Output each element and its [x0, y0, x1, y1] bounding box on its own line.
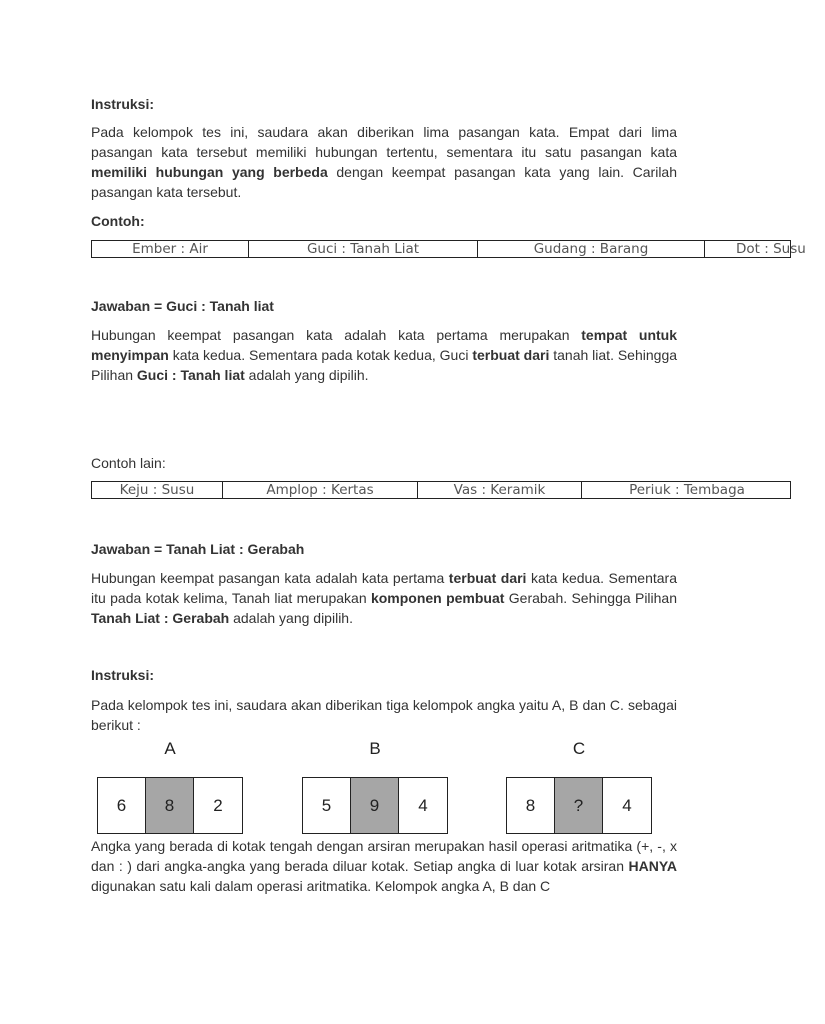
number-box: 2	[213, 795, 223, 815]
word-pair-cell: Guci : Tanah Liat	[249, 241, 478, 257]
other-example-word-table	[91, 481, 791, 499]
number-box: 5	[303, 778, 351, 833]
answer-heading: Jawaban = Guci : Tanah liat	[91, 298, 274, 314]
number-box: 8	[507, 778, 555, 833]
answer-heading-2: Jawaban = Tanah Liat : Gerabah	[91, 541, 305, 557]
example-heading: Contoh:	[91, 213, 145, 229]
number-box: 4	[622, 795, 632, 815]
answer-explanation-2	[91, 568, 677, 628]
other-example-label: Contoh lain:	[91, 455, 166, 471]
text-run: dengan keempat pasangan kata yang lain. Carilah pasangan kata tersebut.	[91, 164, 678, 200]
group-label-b: B	[369, 739, 381, 758]
instruction-heading-2: Instruksi:	[91, 667, 155, 683]
instruction-paragraph	[91, 122, 677, 202]
number-group-c	[506, 777, 652, 834]
word-pair-cell: Periuk : Tembaga	[629, 482, 745, 498]
bold-text: terbuat dari	[448, 570, 527, 586]
text-run: Hubungan keempat pasangan kata adalah kata pertama	[91, 570, 449, 586]
word-pair-cell: Vas : Keramik	[418, 482, 582, 498]
group-label-c: C	[572, 739, 586, 758]
word-pair-cell: Dot : Susu	[736, 241, 806, 257]
text-run: Angka yang berada di kotak tengah dengan arsiran merupakan hasil operasi aritmatika (+, -, x dan : ) dari angka-angka yang berada diluar kotak. Setiap angka di luar kotak arsiran	[91, 838, 677, 874]
number-instruction-paragraph: Pada kelompok tes ini, saudara akan diberikan tiga kelompok angka yaitu A, B dan C. sebagai berikut :	[91, 697, 677, 733]
bold-text: terbuat dari	[472, 347, 550, 363]
text-run: adalah yang dipilih.	[229, 610, 353, 626]
word-pair-cell: Keju : Susu	[92, 482, 223, 498]
number-group-b	[302, 777, 448, 834]
word-pair-cell: Amplop : Kertas	[223, 482, 418, 498]
answer-explanation	[91, 325, 677, 385]
word-pair-cell: Gudang : Barang	[478, 241, 705, 257]
example-word-table	[91, 240, 806, 258]
number-box: 4	[418, 795, 428, 815]
text-run: Gerabah. Sehingga Pilihan	[504, 590, 678, 606]
bold-text: memiliki hubungan yang berbeda	[91, 164, 328, 180]
group-label-a: A	[164, 739, 176, 758]
text-run: Hubungan keempat pasangan kata adalah kata pertama merupakan	[91, 327, 582, 343]
text-run: digunakan satu kali dalam operasi aritmatika. Kelompok angka A, B dan C	[91, 878, 551, 894]
word-pair-cell: Ember : Air	[92, 241, 249, 257]
shaded-number-box: 9	[351, 778, 399, 833]
text-run: kata kedua. Sementara pada kotak kedua, Guci	[168, 347, 473, 363]
shaded-number-box: ?	[555, 778, 603, 833]
number-explanation-paragraph	[91, 836, 677, 896]
text-run: Pada kelompok tes ini, saudara akan diberikan lima pasangan kata. Empat dari lima pasangan kata tersebut memiliki hubungan tertentu, sementara itu satu pasangan kata	[91, 124, 677, 160]
number-group-a	[97, 777, 243, 834]
text-run: kata kedua. Sementara itu pada kotak kelima, Tanah liat merupakan	[91, 570, 677, 606]
bold-text: Tanah Liat : Gerabah	[91, 610, 230, 626]
number-box: 6	[98, 778, 146, 833]
bold-text: Guci : Tanah liat	[136, 367, 245, 383]
shaded-number-box: 8	[146, 778, 194, 833]
instruction-heading: Instruksi:	[91, 96, 155, 112]
text-run: tanah liat. Sehingga Pilihan	[91, 347, 678, 383]
bold-text: komponen pembuat	[370, 590, 505, 606]
text-run: adalah yang dipilih.	[244, 367, 369, 383]
bold-text: HANYA	[628, 858, 677, 874]
bold-text: tempat untuk menyimpan	[91, 327, 678, 363]
